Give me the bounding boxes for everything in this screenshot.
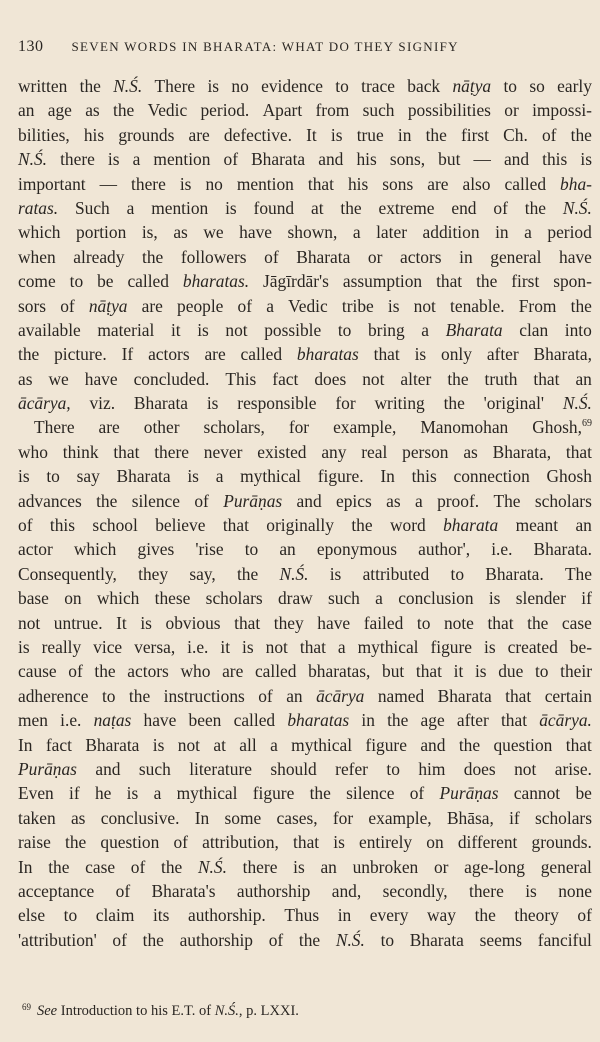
text-line: acceptance of Bharata's authorship and, secondly, there is none bbox=[18, 880, 592, 901]
page-number: 130 bbox=[18, 38, 44, 55]
text-line: cause of the actors who are called bharatas, but that it is due to their bbox=[18, 661, 592, 682]
text-line: Even if he is a mythical figure the silence of Purāṇas cannot be bbox=[18, 783, 592, 804]
text-line: men i.e. naṭas have been called bharatas in the age after that ācārya. bbox=[18, 710, 592, 731]
footnote-text: See Introduction to his E.T. of N.Ś., p. LXXI. bbox=[37, 1003, 299, 1019]
text-line: else to claim its authorship. Thus in every way the theory of bbox=[18, 905, 592, 926]
text-line: is to say Bharata is a mythical figure. In this connection Ghosh bbox=[18, 466, 592, 487]
text-line: is really vice versa, i.e. it is not that a mythical figure is created be- bbox=[18, 636, 592, 657]
footnote-marker: 69 bbox=[22, 1002, 31, 1012]
text-line: ācārya, viz. Bharata is responsible for writing the 'original' N.Ś. bbox=[18, 393, 592, 414]
text-line: an age as the Vedic period. Apart from such possibilities or impossi- bbox=[18, 100, 592, 121]
text-line: important — there is no mention that his sons are also called bha- bbox=[18, 173, 592, 194]
text-line: not untrue. It is obvious that they have failed to note that the case bbox=[18, 612, 592, 633]
text-line: of this school believe that originally the word bharata meant an bbox=[18, 515, 592, 536]
text-line: which portion is, as we have shown, a later addition in a period bbox=[18, 222, 592, 243]
text-line: base on which these scholars draw such a conclusion is slender if bbox=[18, 588, 592, 609]
text-line: who think that there never existed any real person as Bharata, that bbox=[18, 441, 592, 462]
text-line: written the N.Ś. There is no evidence to trace back nāṭya to so early bbox=[18, 76, 592, 96]
text-line: when already the followers of Bharata or actors in general have bbox=[18, 246, 592, 267]
text-line: advances the silence of Purāṇas and epics as a proof. The scholars bbox=[18, 490, 592, 511]
text-line: raise the question of attribution, that is entirely on different grounds. bbox=[18, 832, 592, 853]
running-head bbox=[18, 38, 572, 60]
text-line: Purāṇas and such literature should refer to him does not arise. bbox=[18, 758, 592, 779]
running-title: SEVEN WORDS IN BHARATA: WHAT DO THEY SIGNIFY bbox=[71, 39, 459, 54]
text-line: In the case of the N.Ś. there is an unbroken or age-long general bbox=[18, 856, 592, 877]
text-line: Consequently, they say, the N.Ś. is attributed to Bharata. The bbox=[18, 563, 592, 584]
footnote bbox=[22, 1003, 299, 1020]
text-line: as we have concluded. This fact does not alter the truth that an bbox=[18, 368, 592, 389]
text-line: N.Ś. there is a mention of Bharata and his sons, but — and this is bbox=[18, 149, 592, 170]
text-line: There are other scholars, for example, Manomohan Ghosh,$^{69}$ bbox=[34, 417, 592, 438]
body-text bbox=[18, 74, 592, 952]
text-line: taken as conclusive. In some cases, for example, Bhāsa, if scholars bbox=[18, 807, 592, 828]
text-line: sors of nāṭya are people of a Vedic tribe is not tenable. From the bbox=[18, 295, 592, 316]
text-line: come to be called bharatas. Jāgīrdār's assumption that the first spon- bbox=[18, 271, 592, 292]
text-line: ratas. Such a mention is found at the extreme end of the N.Ś. bbox=[18, 197, 592, 218]
text-line: actor which gives 'rise to an eponymous author', i.e. Bharata. bbox=[18, 539, 592, 560]
text-line: bilities, his grounds are defective. It is true in the first Ch. of the bbox=[18, 124, 592, 145]
text-line: the picture. If actors are called bharatas that is only after Bharata, bbox=[18, 344, 592, 365]
text-line: In fact Bharata is not at all a mythical figure and the question that bbox=[18, 734, 592, 755]
text-line: adherence to the instructions of an ācārya named Bharata that certain bbox=[18, 685, 592, 706]
text-line: available material it is not possible to bring a Bharata clan into bbox=[18, 319, 592, 340]
text-line: 'attribution' of the authorship of the N.Ś. to Bharata seems fanciful bbox=[18, 929, 592, 950]
